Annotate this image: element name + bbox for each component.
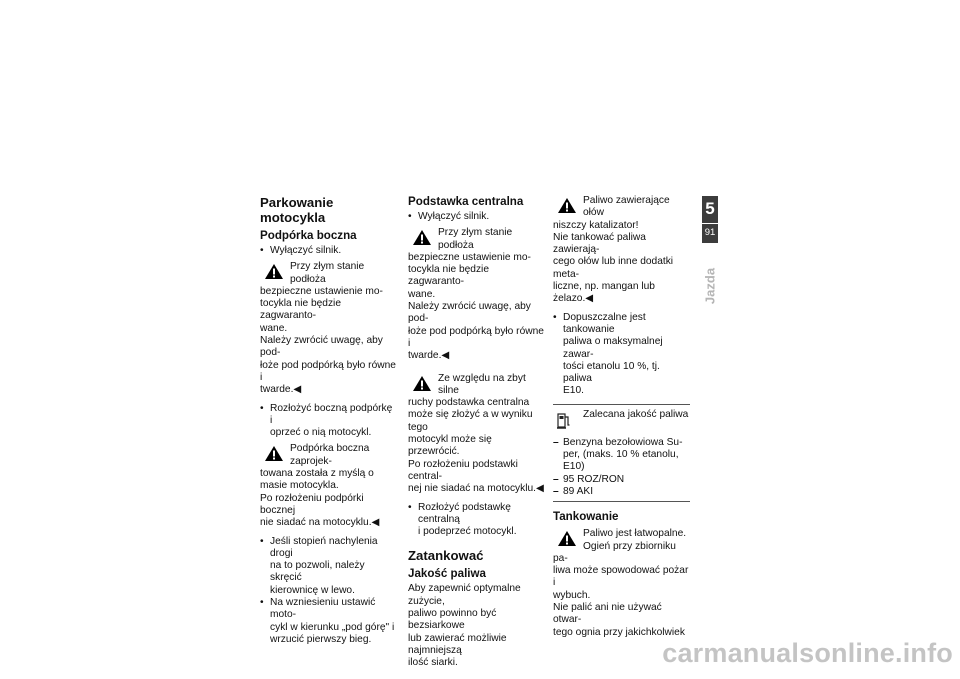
section-label: Jazda (702, 267, 718, 305)
bullet-steering: • Jeśli stopień nachylenia drogi na to pozwoli, należy skręcić kierownicę w lewo. (260, 536, 397, 597)
warning-block-1: Przy złym stanie podłoża bezpieczne ustawienie mo- tocykla nie będzie zagwaranto- wane. Należy zwrócić uwagę, aby pod- łoże pod podpórką było równe i twarde.◀ (260, 261, 396, 396)
page-number: 91 (704, 227, 716, 238)
bullet-incline: • Na wzniesieniu ustawić moto- cykl w kierunku „pod górę" i wrzucić pierwszy bieg. (260, 597, 397, 646)
bullet-engine-off: • Wyłączyć silnik. (260, 245, 397, 257)
watermark: carmanualsonline.info (662, 638, 953, 668)
warning-block-5: Paliwo zawierające ołów niszczy katalizator! Nie tankować paliwa zawierają- cego ołów lub inne dodatki meta- liczne, np. mangan lub żelazo.◀ (553, 195, 674, 305)
warning-triangle-icon (264, 445, 284, 462)
fuel-quality-box (553, 404, 690, 502)
bullet-engine-off: • Wyłączyć silnik. (408, 211, 545, 223)
warning-block-2: Podpórka boczna zaprojek- towana została z myślą o masie motocykla. Po rozłożeniu podpórki bocznej nie siadać na motocyklu.◀ (260, 443, 380, 529)
warning-block-6: Paliwo jest łatwopalne. Ogień przy zbiorniku pa- liwa może spowodować pożar i wybuch. Nie palić ani nie używać otwar- tego ognia przy jakichkolwiek (553, 528, 689, 638)
warning-triangle-icon (264, 263, 284, 280)
column-1 (260, 195, 397, 646)
chapter-number: 5 (705, 199, 715, 218)
chapter-divider (702, 223, 718, 224)
bullet-center-stand: • Rozłożyć podstawkę centralną i podeprzeć motocykl. (408, 502, 545, 539)
warning-triangle-icon (412, 229, 432, 246)
warning-triangle-icon (412, 375, 432, 392)
subheading-side-stand: Podpórka boczna (260, 229, 357, 242)
warning-triangle-icon (557, 530, 577, 547)
fuel-pump-icon (557, 411, 571, 431)
subheading-fuel-quality: Jakość paliwa (408, 567, 486, 581)
heading-refuel: Zatankować (408, 548, 484, 564)
fuel-spec-2: – 95 ROZ/RON (553, 474, 690, 486)
bullet-side-stand: • Rozłożyć boczną podpórkę i oprzeć o nią motocykl. (260, 403, 397, 440)
fuel-spec-1: – Benzyna bezołowiowa Su- per, (maks. 10 % etanolu, E10) (553, 437, 690, 474)
heading-parking: Parkowanie motocykla (260, 195, 334, 225)
fuel-box-title: Zalecana jakość paliwa (583, 408, 689, 420)
warning-triangle-icon (557, 197, 577, 214)
warning-block-3: Przy złym stanie podłoża bezpieczne ustawienie mo- tocykla nie będzie zagwaranto- wane. Należy zwrócić uwagę, aby pod- łoże pod podpórką było równe i twarde.◀ (408, 227, 544, 362)
column-3 (553, 195, 690, 639)
warning-block-4: Ze względu na zbyt silne ruchy podstawka centralna może się złożyć a w wyniku tego motocykl może się przewrócić. Po rozłożeniu podstawki central- nej nie siadać na motocyklu.◀ (408, 372, 544, 495)
subheading-refueling: Tankowanie (553, 510, 619, 524)
fuel-spec-3: – 89 AKI (553, 486, 690, 498)
column-2: Podstawka centralna • Wyłączyć silnik. Przy złym stanie podłoża bezpieczne ustawienie mo- tocykla nie będzie zagwaranto- wane. Należy zwrócić uwagę, aby pod- łoże pod podpórką było równe i twarde.◀ Ze względu na zbyt silne ruchy podstawka centralna może się złożyć a w wyniku tego motocykl może się przewrócić. Po rozłożeniu podstawki central- nej nie siadać na motocyklu.◀ • Rozłożyć podstawkę centralną i podeprzeć motocykl. Zatankować Jakość paliwa Aby zapewnić optymalne zużycie, paliwo powinno być bezsiarkowe lub zawierać możliwie najmniejszą ilość siarki. (408, 195, 545, 670)
bullet-ethanol: • Dopuszczalne jest tankowanie paliwa o maksymalnej zawar- tości etanolu 10 %, tj. paliwa E10. (553, 312, 690, 398)
subheading-center-stand: Podstawka centralna (408, 195, 524, 208)
